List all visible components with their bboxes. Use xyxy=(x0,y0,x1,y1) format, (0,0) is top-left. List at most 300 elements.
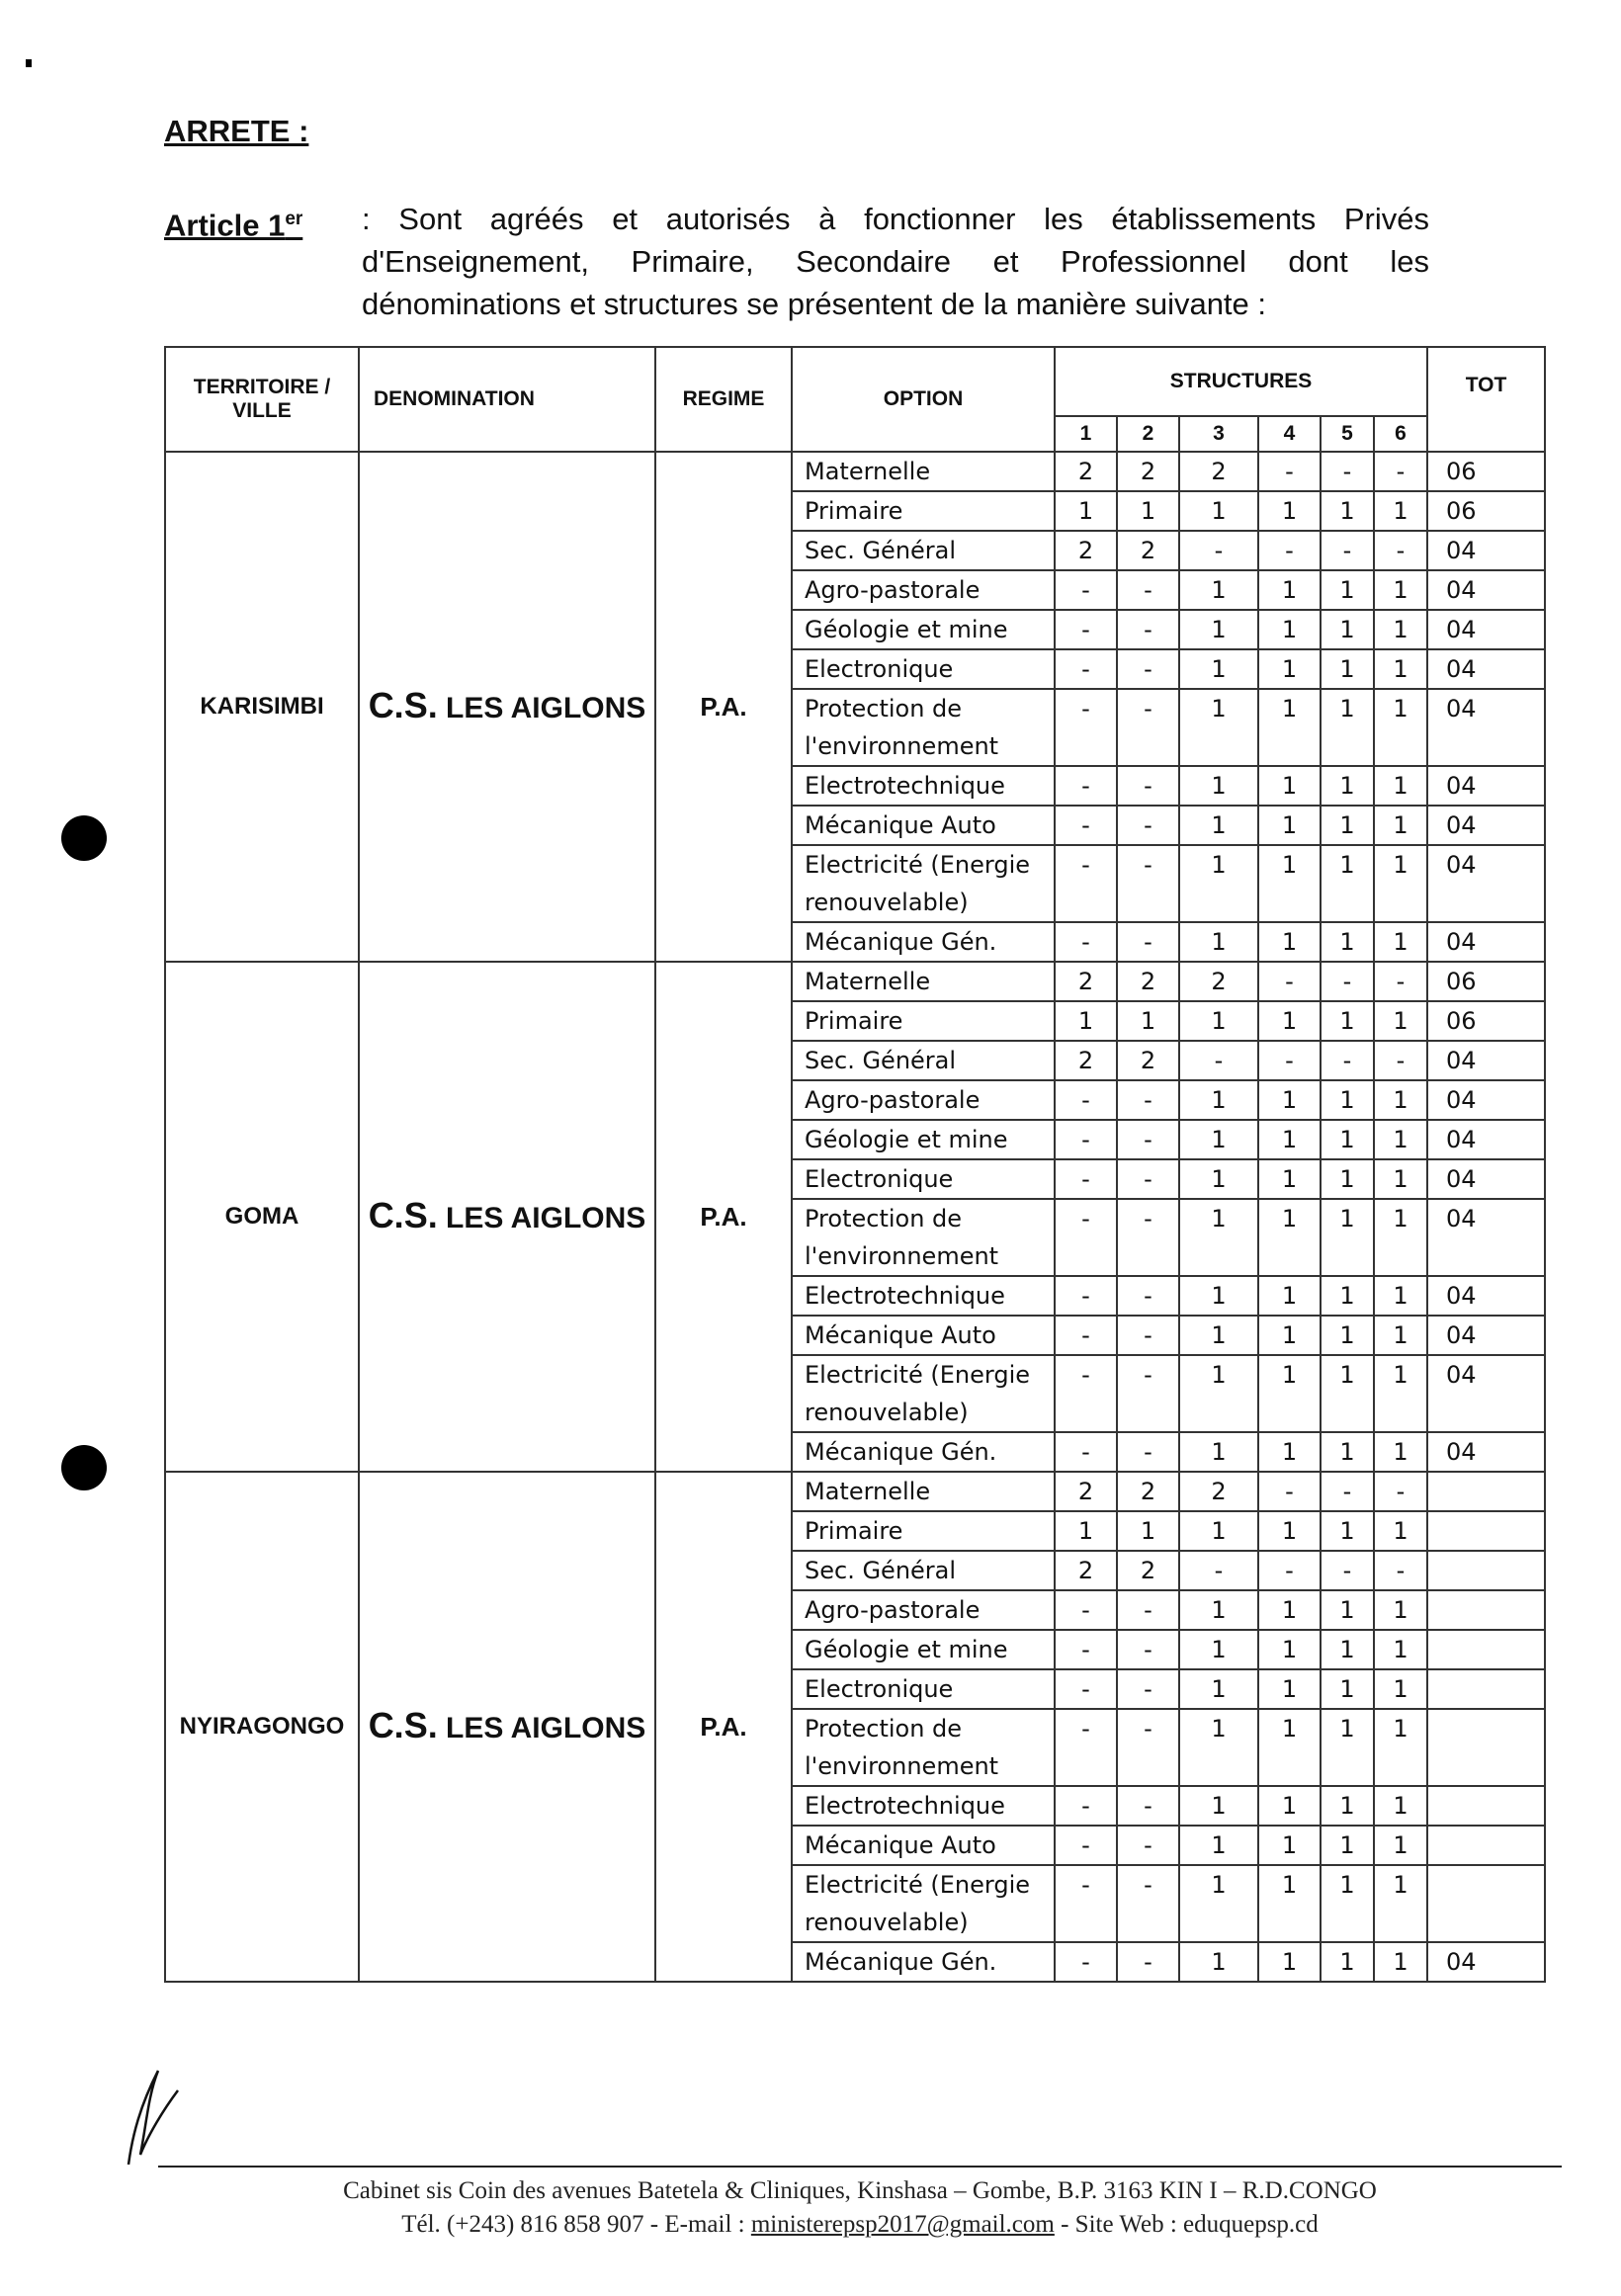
structure-1-cell: 2 xyxy=(1055,1472,1117,1511)
structure-5-cell: 1 xyxy=(1321,1001,1374,1041)
structure-5-cell: 1 xyxy=(1321,1199,1374,1276)
structure-4-cell: - xyxy=(1258,1551,1321,1590)
structure-1-cell: - xyxy=(1055,1669,1117,1709)
option-cell: Electricité (Energie renouvelable) xyxy=(792,1865,1055,1942)
structure-6-cell: 1 xyxy=(1374,610,1427,649)
structure-6-cell: 1 xyxy=(1374,1826,1427,1865)
option-cell: Electricité (Energie renouvelable) xyxy=(792,845,1055,922)
structure-5-cell: - xyxy=(1321,1041,1374,1080)
structure-3-cell: 1 xyxy=(1179,1159,1258,1199)
structure-6-cell: 1 xyxy=(1374,1432,1427,1472)
structure-2-cell: - xyxy=(1117,1355,1179,1432)
signature-stroke xyxy=(119,2066,188,2174)
header-structure-4: 4 xyxy=(1258,416,1321,452)
structure-3-cell: 1 xyxy=(1179,491,1258,531)
structure-1-cell: 1 xyxy=(1055,491,1117,531)
structure-2-cell: 1 xyxy=(1117,491,1179,531)
tot-cell: 04 xyxy=(1427,766,1545,806)
structure-5-cell: 1 xyxy=(1321,1120,1374,1159)
territoire-cell: NYIRAGONGO xyxy=(165,1472,359,1982)
structure-1-cell: - xyxy=(1055,1630,1117,1669)
structure-2-cell: - xyxy=(1117,1316,1179,1355)
structure-2-cell: - xyxy=(1117,845,1179,922)
structure-2-cell: 2 xyxy=(1117,1041,1179,1080)
structure-2-cell: - xyxy=(1117,806,1179,845)
structure-3-cell: 1 xyxy=(1179,1316,1258,1355)
tot-cell: 04 xyxy=(1427,1432,1545,1472)
structure-4-cell: 1 xyxy=(1258,689,1321,766)
structure-4-cell: 1 xyxy=(1258,806,1321,845)
structure-3-cell: 1 xyxy=(1179,766,1258,806)
denomination-cell xyxy=(359,962,655,1472)
tot-cell: 04 xyxy=(1427,845,1545,922)
structure-6-cell: 1 xyxy=(1374,1355,1427,1432)
tot-cell: 04 xyxy=(1427,1942,1545,1982)
structure-2-cell: - xyxy=(1117,570,1179,610)
structure-3-cell: 1 xyxy=(1179,1511,1258,1551)
structure-6-cell: 1 xyxy=(1374,806,1427,845)
territoire-cell: KARISIMBI xyxy=(165,452,359,962)
decree-heading: ARRETE : xyxy=(164,114,309,148)
tot-cell: 04 xyxy=(1427,1120,1545,1159)
structure-3-cell: 1 xyxy=(1179,1590,1258,1630)
structure-5-cell: 1 xyxy=(1321,1709,1374,1786)
footer-contact: Tél. (+243) 816 858 907 - E-mail : ministerepsp2017@gmail.com - Site Web : eduquepsp.cd xyxy=(401,2211,1319,2238)
tot-cell xyxy=(1427,1551,1545,1590)
structure-5-cell: 1 xyxy=(1321,1942,1374,1982)
header-denomination: DENOMINATION xyxy=(359,347,655,452)
structure-1-cell: - xyxy=(1055,1355,1117,1432)
option-cell: Maternelle xyxy=(792,962,1055,1001)
structure-6-cell: 1 xyxy=(1374,1942,1427,1982)
structure-3-cell: 1 xyxy=(1179,1826,1258,1865)
structure-4-cell: 1 xyxy=(1258,1942,1321,1982)
structure-1-cell: 2 xyxy=(1055,1551,1117,1590)
structure-3-cell: 1 xyxy=(1179,1120,1258,1159)
structure-5-cell: 1 xyxy=(1321,1316,1374,1355)
structure-1-cell: 2 xyxy=(1055,531,1117,570)
structure-6-cell: - xyxy=(1374,1472,1427,1511)
structure-2-cell: - xyxy=(1117,610,1179,649)
tot-cell xyxy=(1427,1511,1545,1551)
option-cell: Electrotechnique xyxy=(792,1276,1055,1316)
regime-cell: P.A. xyxy=(655,452,792,962)
structure-2-cell: - xyxy=(1117,1709,1179,1786)
structure-2-cell: - xyxy=(1117,1826,1179,1865)
punch-hole-bottom xyxy=(61,1445,107,1490)
option-cell: Primaire xyxy=(792,1511,1055,1551)
structure-1-cell: - xyxy=(1055,1120,1117,1159)
tot-cell: 04 xyxy=(1427,1316,1545,1355)
header-tot: TOT xyxy=(1427,347,1545,452)
structure-3-cell: - xyxy=(1179,1041,1258,1080)
tot-cell xyxy=(1427,1826,1545,1865)
header-structures: STRUCTURES xyxy=(1055,347,1427,416)
structure-4-cell: - xyxy=(1258,1041,1321,1080)
structure-3-cell: 1 xyxy=(1179,1001,1258,1041)
header-territoire: TERRITOIRE / VILLE xyxy=(165,347,359,452)
header-structure-1: 1 xyxy=(1055,416,1117,452)
structure-6-cell: 1 xyxy=(1374,570,1427,610)
structure-3-cell: 1 xyxy=(1179,1432,1258,1472)
tot-cell: 06 xyxy=(1427,452,1545,491)
option-cell: Mécanique Auto xyxy=(792,1826,1055,1865)
structure-2-cell: - xyxy=(1117,1590,1179,1630)
structure-6-cell: - xyxy=(1374,1551,1427,1590)
structure-1-cell: - xyxy=(1055,1865,1117,1942)
structure-5-cell: 1 xyxy=(1321,1669,1374,1709)
structure-1-cell: - xyxy=(1055,845,1117,922)
structure-2-cell: 2 xyxy=(1117,1472,1179,1511)
header-structure-5: 5 xyxy=(1321,416,1374,452)
structure-5-cell: 1 xyxy=(1321,491,1374,531)
structure-3-cell: 1 xyxy=(1179,1355,1258,1432)
option-cell: Protection de l'environnement xyxy=(792,1199,1055,1276)
structure-6-cell: 1 xyxy=(1374,1669,1427,1709)
option-cell: Sec. Général xyxy=(792,1551,1055,1590)
structure-4-cell: 1 xyxy=(1258,1590,1321,1630)
structure-2-cell: 2 xyxy=(1117,452,1179,491)
tot-cell xyxy=(1427,1865,1545,1942)
structure-1-cell: - xyxy=(1055,766,1117,806)
structure-4-cell: 1 xyxy=(1258,649,1321,689)
option-cell: Géologie et mine xyxy=(792,610,1055,649)
structure-3-cell: 2 xyxy=(1179,1472,1258,1511)
structure-4-cell: 1 xyxy=(1258,1276,1321,1316)
structure-4-cell: 1 xyxy=(1258,1355,1321,1432)
structure-6-cell: 1 xyxy=(1374,491,1427,531)
structure-5-cell: - xyxy=(1321,962,1374,1001)
structure-3-cell: 1 xyxy=(1179,806,1258,845)
structure-6-cell: 1 xyxy=(1374,1159,1427,1199)
structure-3-cell: 2 xyxy=(1179,962,1258,1001)
structure-5-cell: 1 xyxy=(1321,570,1374,610)
header-structure-2: 2 xyxy=(1117,416,1179,452)
tot-cell: 04 xyxy=(1427,649,1545,689)
structure-6-cell: - xyxy=(1374,1041,1427,1080)
table-body xyxy=(165,452,1545,1982)
structure-1-cell: - xyxy=(1055,1942,1117,1982)
tot-cell xyxy=(1427,1590,1545,1630)
option-cell: Electricité (Energie renouvelable) xyxy=(792,1355,1055,1432)
structure-5-cell: 1 xyxy=(1321,649,1374,689)
structure-5-cell: 1 xyxy=(1321,1630,1374,1669)
structure-4-cell: 1 xyxy=(1258,1159,1321,1199)
structure-1-cell: - xyxy=(1055,922,1117,962)
option-cell: Electronique xyxy=(792,649,1055,689)
table-header-row xyxy=(165,347,1545,416)
option-cell: Mécanique Gén. xyxy=(792,1942,1055,1982)
tot-cell: 04 xyxy=(1427,531,1545,570)
structure-2-cell: - xyxy=(1117,1865,1179,1942)
structure-1-cell: - xyxy=(1055,1199,1117,1276)
structure-3-cell: - xyxy=(1179,531,1258,570)
structure-4-cell: 1 xyxy=(1258,1669,1321,1709)
structure-2-cell: - xyxy=(1117,1432,1179,1472)
structure-1-cell: - xyxy=(1055,1590,1117,1630)
structure-3-cell: 1 xyxy=(1179,1199,1258,1276)
denomination-prefix: C.S. xyxy=(368,1194,438,1235)
structure-3-cell: 1 xyxy=(1179,922,1258,962)
tot-cell: 04 xyxy=(1427,1041,1545,1080)
schools-structure-table xyxy=(164,346,1546,1983)
tot-cell: 04 xyxy=(1427,1080,1545,1120)
structure-6-cell: - xyxy=(1374,531,1427,570)
structure-5-cell: 1 xyxy=(1321,1826,1374,1865)
structure-4-cell: 1 xyxy=(1258,1199,1321,1276)
structure-5-cell: 1 xyxy=(1321,845,1374,922)
structure-2-cell: - xyxy=(1117,689,1179,766)
structure-6-cell: 1 xyxy=(1374,1199,1427,1276)
option-cell: Sec. Général xyxy=(792,1041,1055,1080)
tot-cell xyxy=(1427,1786,1545,1826)
structure-6-cell: 1 xyxy=(1374,845,1427,922)
tot-cell: 04 xyxy=(1427,689,1545,766)
structure-4-cell: 1 xyxy=(1258,1630,1321,1669)
structure-1-cell: - xyxy=(1055,610,1117,649)
structure-5-cell: 1 xyxy=(1321,766,1374,806)
denomination-cell xyxy=(359,452,655,962)
structure-5-cell: - xyxy=(1321,1472,1374,1511)
tot-cell: 04 xyxy=(1427,1159,1545,1199)
structure-5-cell: 1 xyxy=(1321,922,1374,962)
structure-5-cell: - xyxy=(1321,452,1374,491)
scan-mark xyxy=(26,59,32,67)
structure-6-cell: 1 xyxy=(1374,1001,1427,1041)
structure-3-cell: 1 xyxy=(1179,570,1258,610)
denomination-name: LES AIGLONS xyxy=(446,1201,646,1234)
tot-cell xyxy=(1427,1472,1545,1511)
option-cell: Protection de l'environnement xyxy=(792,1709,1055,1786)
structure-6-cell: 1 xyxy=(1374,649,1427,689)
structure-4-cell: 1 xyxy=(1258,1865,1321,1942)
structure-1-cell: - xyxy=(1055,806,1117,845)
structure-6-cell: 1 xyxy=(1374,1276,1427,1316)
structure-5-cell: 1 xyxy=(1321,1590,1374,1630)
footer-address: Cabinet sis Coin des avenues Batetela & Cliniques, Kinshasa – Gombe, B.P. 3163 KIN I – R.D.CONGO xyxy=(343,2177,1377,2204)
header-structure-3: 3 xyxy=(1179,416,1258,452)
tot-cell: 06 xyxy=(1427,962,1545,1001)
structure-3-cell: 1 xyxy=(1179,610,1258,649)
structure-2-cell: - xyxy=(1117,1080,1179,1120)
table-row xyxy=(165,1472,1545,1511)
structure-1-cell: 1 xyxy=(1055,1511,1117,1551)
structure-4-cell: - xyxy=(1258,1472,1321,1511)
option-cell: Mécanique Auto xyxy=(792,806,1055,845)
structure-1-cell: - xyxy=(1055,1080,1117,1120)
structure-4-cell: - xyxy=(1258,531,1321,570)
structure-5-cell: 1 xyxy=(1321,689,1374,766)
denomination-cell xyxy=(359,1472,655,1982)
tot-cell: 04 xyxy=(1427,610,1545,649)
structure-2-cell: - xyxy=(1117,922,1179,962)
structure-6-cell: 1 xyxy=(1374,1630,1427,1669)
tot-cell xyxy=(1427,1709,1545,1786)
structure-3-cell: 1 xyxy=(1179,1276,1258,1316)
option-cell: Primaire xyxy=(792,491,1055,531)
structure-3-cell: 1 xyxy=(1179,1786,1258,1826)
structure-1-cell: 2 xyxy=(1055,962,1117,1001)
structure-1-cell: - xyxy=(1055,1786,1117,1826)
structure-1-cell: - xyxy=(1055,689,1117,766)
header-option: OPTION xyxy=(792,347,1055,452)
structure-2-cell: - xyxy=(1117,1120,1179,1159)
structure-3-cell: 1 xyxy=(1179,689,1258,766)
structure-1-cell: - xyxy=(1055,1316,1117,1355)
option-cell: Maternelle xyxy=(792,452,1055,491)
option-cell: Maternelle xyxy=(792,1472,1055,1511)
regime-cell: P.A. xyxy=(655,962,792,1472)
structure-2-cell: 2 xyxy=(1117,531,1179,570)
footer xyxy=(158,2174,1562,2242)
option-cell: Electronique xyxy=(792,1669,1055,1709)
structure-3-cell: 2 xyxy=(1179,452,1258,491)
structure-5-cell: 1 xyxy=(1321,1511,1374,1551)
structure-2-cell: 1 xyxy=(1117,1511,1179,1551)
structure-2-cell: - xyxy=(1117,1199,1179,1276)
option-cell: Electrotechnique xyxy=(792,1786,1055,1826)
structure-4-cell: 1 xyxy=(1258,1511,1321,1551)
option-cell: Sec. Général xyxy=(792,531,1055,570)
structure-4-cell: 1 xyxy=(1258,1001,1321,1041)
structure-1-cell: - xyxy=(1055,1826,1117,1865)
structure-1-cell: - xyxy=(1055,649,1117,689)
structure-3-cell: 1 xyxy=(1179,1865,1258,1942)
footer-divider xyxy=(158,2166,1562,2168)
option-cell: Géologie et mine xyxy=(792,1120,1055,1159)
structure-4-cell: 1 xyxy=(1258,922,1321,962)
tot-cell: 04 xyxy=(1427,806,1545,845)
structure-6-cell: 1 xyxy=(1374,1511,1427,1551)
structure-4-cell: - xyxy=(1258,962,1321,1001)
option-cell: Electronique xyxy=(792,1159,1055,1199)
tot-cell: 04 xyxy=(1427,1355,1545,1432)
structure-1-cell: - xyxy=(1055,1709,1117,1786)
structure-5-cell: 1 xyxy=(1321,1865,1374,1942)
structure-4-cell: - xyxy=(1258,452,1321,491)
structure-4-cell: 1 xyxy=(1258,766,1321,806)
tot-cell: 04 xyxy=(1427,1199,1545,1276)
structure-4-cell: 1 xyxy=(1258,845,1321,922)
tot-cell: 06 xyxy=(1427,1001,1545,1041)
structure-2-cell: 2 xyxy=(1117,1551,1179,1590)
structure-5-cell: - xyxy=(1321,531,1374,570)
article-1 xyxy=(164,198,1429,325)
article-text: : Sont agréés et autorisés à fonctionner les établissements Privés d'Enseignement, Primaire, Secondaire et Professionnel dont les dénominations et structures se présentent de la manière suivante : xyxy=(362,202,1429,321)
structure-3-cell: 1 xyxy=(1179,649,1258,689)
structure-2-cell: 2 xyxy=(1117,962,1179,1001)
structure-5-cell: 1 xyxy=(1321,1159,1374,1199)
structure-6-cell: 1 xyxy=(1374,766,1427,806)
regime-cell: P.A. xyxy=(655,1472,792,1982)
structure-1-cell: 2 xyxy=(1055,1041,1117,1080)
structure-2-cell: - xyxy=(1117,1786,1179,1826)
structure-4-cell: 1 xyxy=(1258,1080,1321,1120)
structure-1-cell: 1 xyxy=(1055,1001,1117,1041)
structure-1-cell: 2 xyxy=(1055,452,1117,491)
structure-4-cell: 1 xyxy=(1258,610,1321,649)
structure-3-cell: 1 xyxy=(1179,1080,1258,1120)
structure-5-cell: 1 xyxy=(1321,1355,1374,1432)
denomination-prefix: C.S. xyxy=(368,1704,438,1745)
option-cell: Electrotechnique xyxy=(792,766,1055,806)
structure-1-cell: - xyxy=(1055,1159,1117,1199)
structure-4-cell: 1 xyxy=(1258,1316,1321,1355)
structure-2-cell: - xyxy=(1117,1669,1179,1709)
structure-6-cell: 1 xyxy=(1374,922,1427,962)
structure-4-cell: 1 xyxy=(1258,570,1321,610)
option-cell: Géologie et mine xyxy=(792,1630,1055,1669)
structure-5-cell: 1 xyxy=(1321,610,1374,649)
option-cell: Primaire xyxy=(792,1001,1055,1041)
structure-2-cell: - xyxy=(1117,766,1179,806)
structure-6-cell: 1 xyxy=(1374,1120,1427,1159)
structure-5-cell: 1 xyxy=(1321,1432,1374,1472)
option-cell: Agro-pastorale xyxy=(792,1590,1055,1630)
structure-5-cell: 1 xyxy=(1321,806,1374,845)
denomination-prefix: C.S. xyxy=(368,684,438,725)
structure-6-cell: 1 xyxy=(1374,1590,1427,1630)
structure-1-cell: - xyxy=(1055,1276,1117,1316)
structure-4-cell: 1 xyxy=(1258,1120,1321,1159)
structure-4-cell: 1 xyxy=(1258,491,1321,531)
option-cell: Protection de l'environnement xyxy=(792,689,1055,766)
structure-4-cell: 1 xyxy=(1258,1786,1321,1826)
structure-2-cell: 1 xyxy=(1117,1001,1179,1041)
denomination-name: LES AIGLONS xyxy=(446,691,646,724)
structure-3-cell: 1 xyxy=(1179,1942,1258,1982)
article-label: Article 1er xyxy=(164,208,303,243)
territoire-cell: GOMA xyxy=(165,962,359,1472)
header-structure-6: 6 xyxy=(1374,416,1427,452)
structure-2-cell: - xyxy=(1117,1276,1179,1316)
structure-5-cell: - xyxy=(1321,1551,1374,1590)
punch-hole-top xyxy=(61,815,107,861)
structure-3-cell: 1 xyxy=(1179,1630,1258,1669)
structure-2-cell: - xyxy=(1117,1942,1179,1982)
tot-cell: 04 xyxy=(1427,1276,1545,1316)
structure-2-cell: - xyxy=(1117,1630,1179,1669)
tot-cell: 04 xyxy=(1427,570,1545,610)
structure-3-cell: 1 xyxy=(1179,1669,1258,1709)
structure-6-cell: 1 xyxy=(1374,1786,1427,1826)
header-regime: REGIME xyxy=(655,347,792,452)
structure-6-cell: 1 xyxy=(1374,1316,1427,1355)
structure-6-cell: 1 xyxy=(1374,1080,1427,1120)
structure-5-cell: 1 xyxy=(1321,1786,1374,1826)
structure-2-cell: - xyxy=(1117,1159,1179,1199)
structure-4-cell: 1 xyxy=(1258,1709,1321,1786)
option-cell: Mécanique Gén. xyxy=(792,1432,1055,1472)
structure-5-cell: 1 xyxy=(1321,1080,1374,1120)
structure-4-cell: 1 xyxy=(1258,1826,1321,1865)
structure-3-cell: - xyxy=(1179,1551,1258,1590)
option-cell: Mécanique Gén. xyxy=(792,922,1055,962)
structure-6-cell: 1 xyxy=(1374,689,1427,766)
option-cell: Agro-pastorale xyxy=(792,1080,1055,1120)
denomination-name: LES AIGLONS xyxy=(446,1711,646,1744)
structure-1-cell: - xyxy=(1055,570,1117,610)
structure-5-cell: 1 xyxy=(1321,1276,1374,1316)
footer-email-link[interactable]: ministerepsp2017@gmail.com xyxy=(750,2211,1055,2238)
table-row xyxy=(165,962,1545,1001)
tot-cell xyxy=(1427,1669,1545,1709)
tot-cell xyxy=(1427,1630,1545,1669)
structure-3-cell: 1 xyxy=(1179,845,1258,922)
structure-4-cell: 1 xyxy=(1258,1432,1321,1472)
structure-6-cell: 1 xyxy=(1374,1865,1427,1942)
table-row xyxy=(165,452,1545,491)
